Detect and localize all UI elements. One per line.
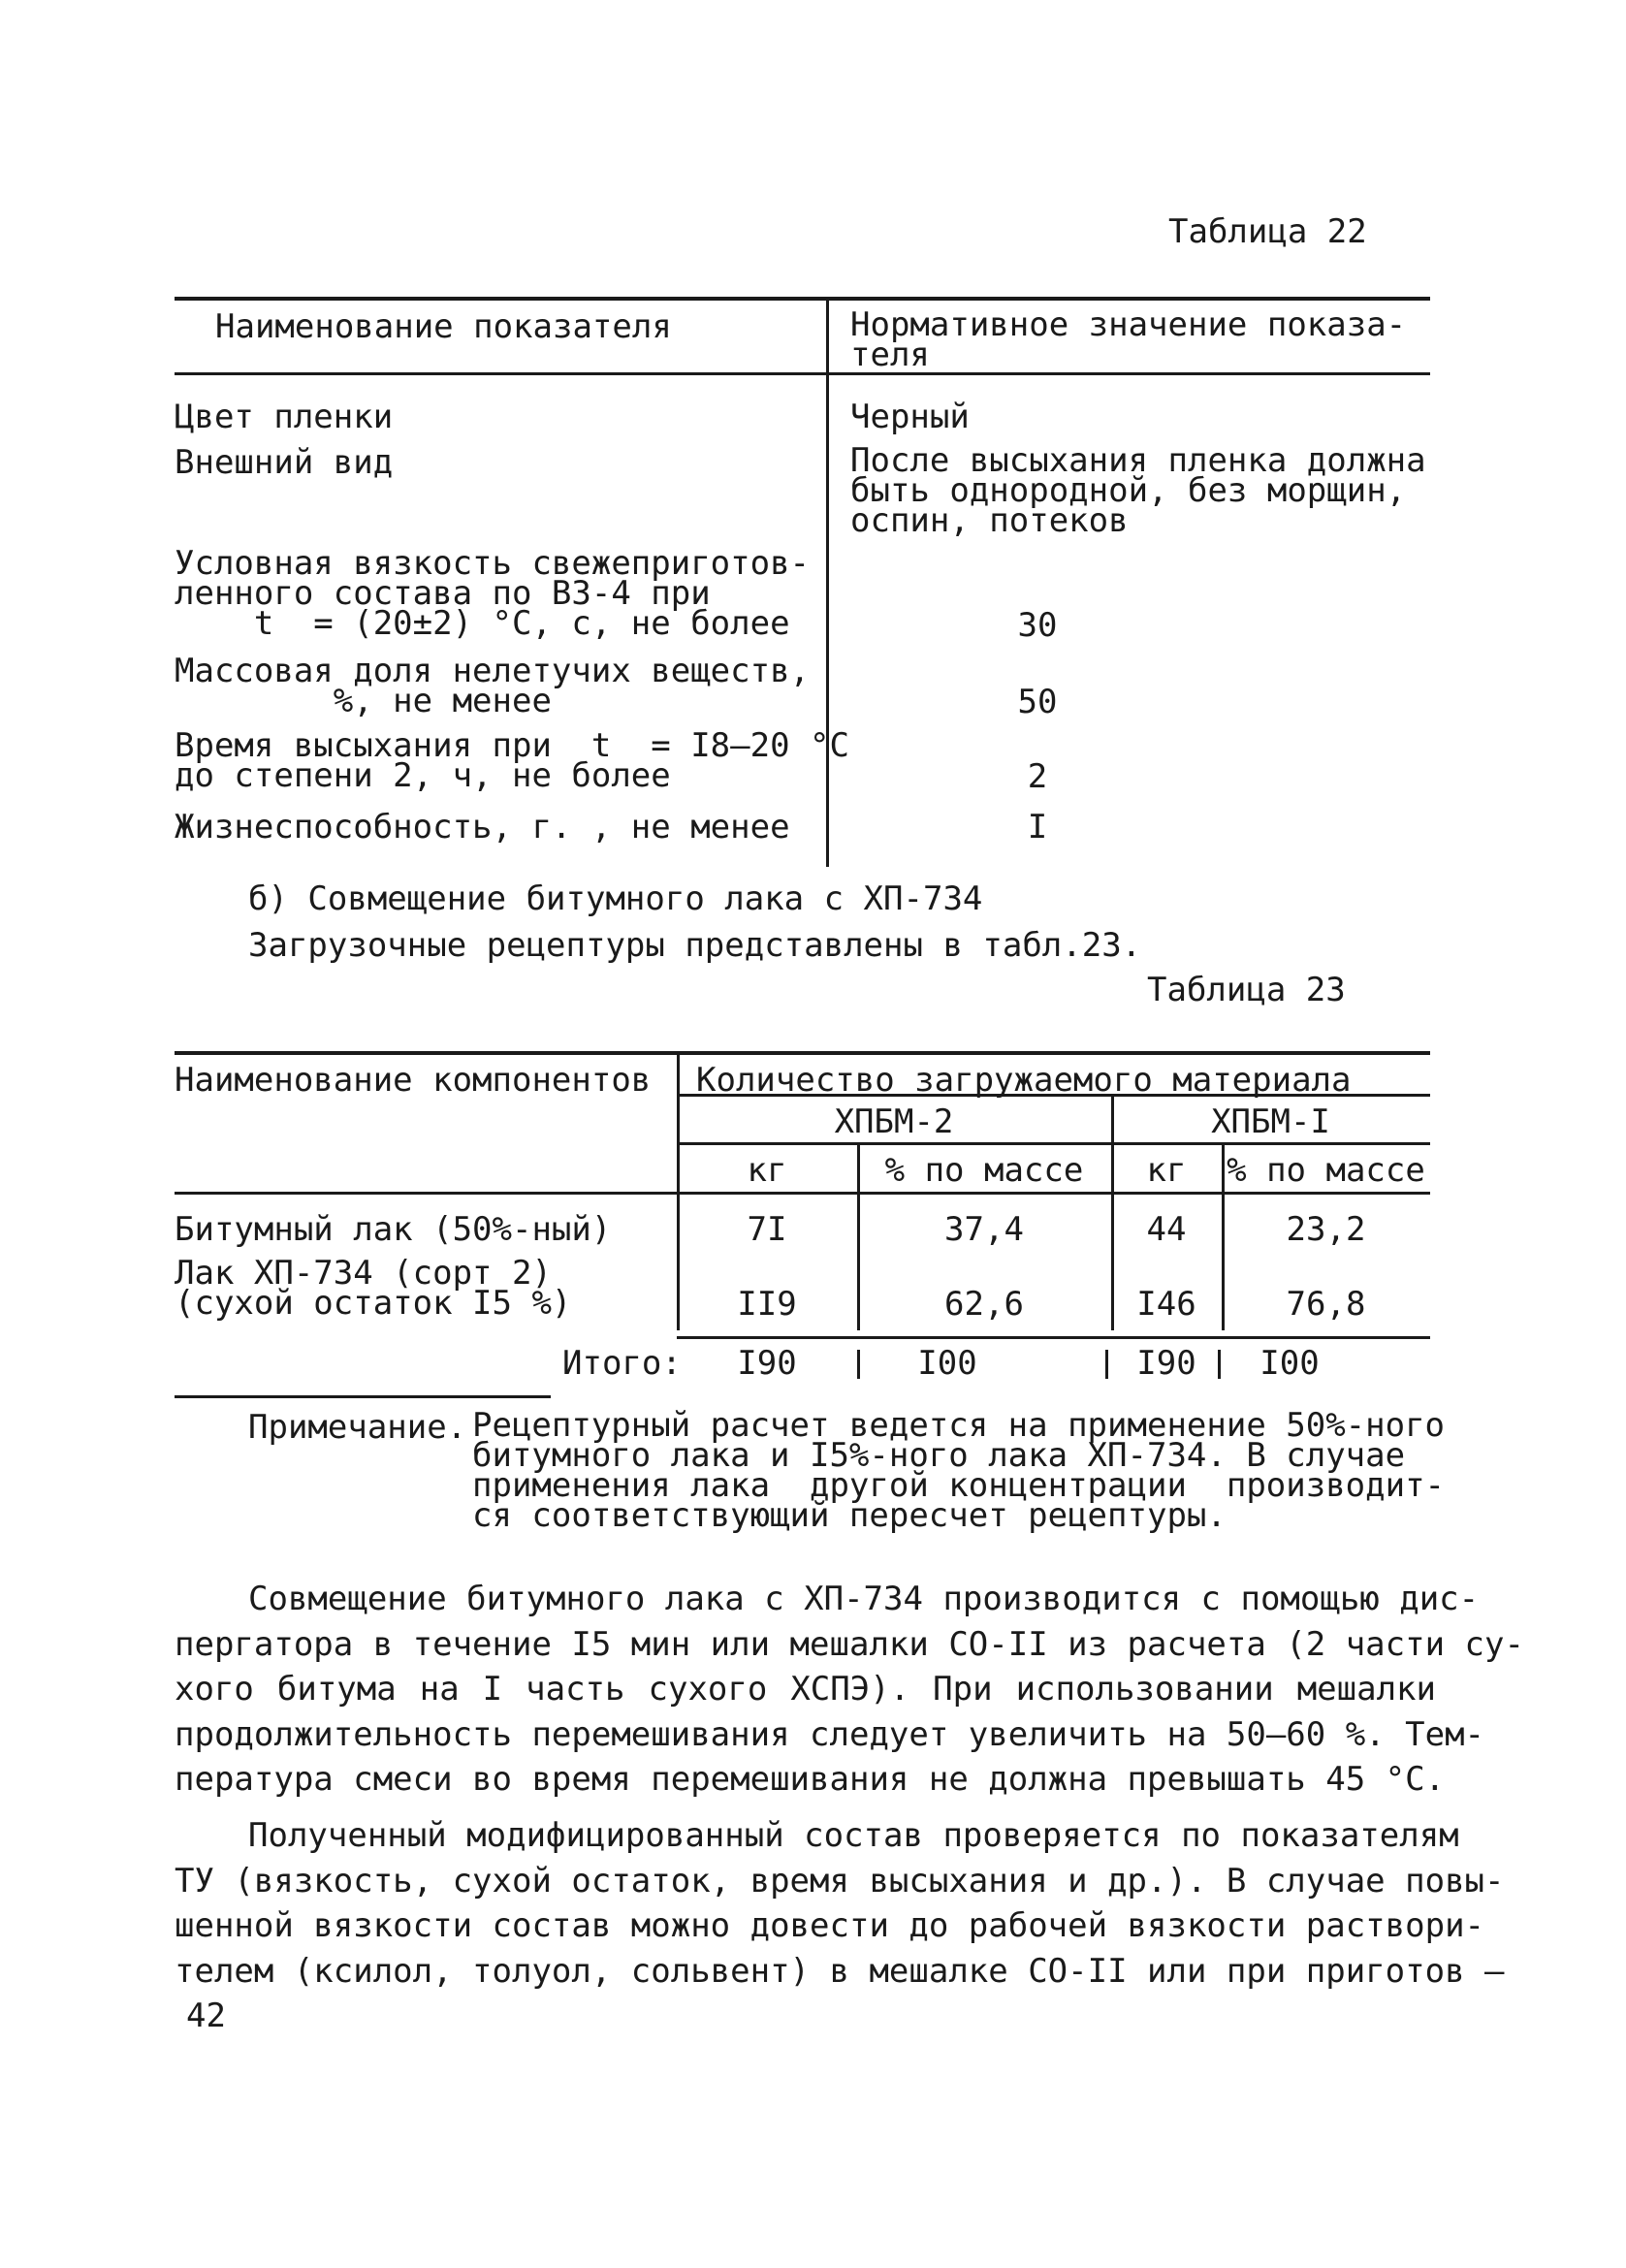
table23-cell: 37,4	[944, 1210, 1024, 1249]
table22-caption: Таблица 22	[1168, 212, 1367, 251]
table23-total-label: Итого:	[562, 1344, 682, 1383]
table23-cell: 7I	[747, 1210, 787, 1249]
table22-row-name: Цвет пленки	[175, 398, 394, 436]
body-line: Полученный модифицированный состав проверяется по показателям	[248, 1816, 1459, 1855]
table22-row-value: 50	[1017, 683, 1058, 721]
table23-total-divider	[1218, 1350, 1221, 1379]
table23-total-divider	[1105, 1350, 1108, 1379]
table22-row-name: Условная вязкость свежеприготов- ленного состава по ВЗ-4 при t = (20±2) °С, с, не более	[175, 544, 811, 643]
body-line: продолжительность перемешивания следует увеличить на 50–60 %. Тем-	[175, 1714, 1485, 1754]
table23-caption: Таблица 23	[1147, 971, 1346, 1009]
table23-total-cell: I00	[917, 1344, 977, 1383]
body-line: Совмещение битумного лака с ХП-734 производится с помощью дис-	[248, 1580, 1480, 1618]
table22-row-name: Жизнеспособность, г. , не менее	[175, 808, 790, 847]
table23-subheader: кг	[1146, 1151, 1187, 1190]
table23-cell: II9	[737, 1285, 797, 1324]
table23-cell: 76,8	[1286, 1285, 1366, 1324]
table22-header-rule	[175, 372, 1430, 375]
table23-cell: 62,6	[944, 1285, 1024, 1324]
table23-header-component: Наименование компонентов	[175, 1061, 652, 1100]
body-line: шенной вязкости состав можно довести до рабочей вязкости раствори-	[175, 1906, 1485, 1945]
table22-row-value: Черный	[850, 398, 970, 436]
note-label: Примечание.	[248, 1408, 467, 1447]
table23-header-rule	[175, 1192, 1430, 1195]
table23-quantity-rule	[677, 1094, 1430, 1097]
table22-header-value: Нормативное значение показа- теля	[850, 305, 1407, 374]
table22-row-name: Время высыхания при t = I8–20 °С до степени 2, ч, не более	[175, 726, 849, 795]
table23-row-name: Лак ХП-734 (сорт 2) (сухой остаток I5 %)	[175, 1254, 572, 1323]
body-line: ТУ (вязкость, сухой остаток, время высыхания и др.). В случае повы-	[175, 1861, 1505, 1901]
table22-top-rule	[175, 297, 1430, 301]
table23-cell: I46	[1136, 1285, 1196, 1324]
table23-total-cell: I90	[737, 1344, 797, 1383]
table23-cell: 23,2	[1286, 1210, 1366, 1249]
section-b-heading: б) Совмещение битумного лака с ХП-734	[248, 879, 983, 918]
note-text: Рецептурный расчет ведется на применение 50%-ного битумного лака и I5%-ного лака ХП-734. В случае применения лака другой концентрации производит- ся соответствующий пересчет рецептуры.	[472, 1406, 1446, 1535]
table22-row-value: 2	[1027, 757, 1048, 796]
body-line: пергатора в течение I5 мин или мешалки СО-II из расчета (2 части су-	[175, 1624, 1524, 1664]
table22-row-name: Внешний вид	[175, 443, 394, 482]
table22-row-value: После высыхания пленка должна быть однородной, без морщин, оспин, потеков	[850, 441, 1426, 540]
table22-row-value: I	[1027, 808, 1048, 847]
table23-top-rule	[175, 1051, 1430, 1055]
table22-header-name: Наименование показателя	[215, 307, 672, 346]
table23-subheader: кг	[747, 1151, 787, 1190]
table23-subheader: % по массе	[884, 1151, 1084, 1190]
table23-header-quantity: Количество загружаемого материала	[696, 1061, 1352, 1100]
body-paragraph	[175, 1577, 1524, 1803]
body-paragraph	[175, 1813, 1505, 1994]
body-line: телем (ксилол, толуол, сольвент) в мешалке СО-II или при приготов –	[175, 1951, 1505, 1991]
table23-total-cell: I90	[1136, 1344, 1196, 1383]
section-b-reference: Загрузочные рецептуры представлены в табл.23.	[248, 926, 1142, 965]
table22-row-name: Массовая доля нелетучих веществ, %, не менее	[175, 652, 811, 720]
table23-total-rule	[677, 1336, 1430, 1339]
table23-bottom-rule	[175, 1395, 551, 1398]
table23-group-header: ХПБМ-I	[1211, 1102, 1330, 1141]
table23-cell: 44	[1146, 1210, 1187, 1249]
table23-total-cell: I00	[1259, 1344, 1320, 1383]
table23-group-rule	[677, 1142, 1430, 1145]
body-line: хого битума на I часть сухого ХСПЭ). При использовании мешалки	[175, 1670, 1436, 1709]
table23-subheader: % по массе	[1227, 1151, 1425, 1190]
table23-row-name: Битумный лак (50%-ный)	[175, 1210, 612, 1249]
table22-row-value: 30	[1017, 606, 1058, 645]
table23-group-header: ХПБМ-2	[834, 1102, 954, 1141]
body-line: пература смеси во время перемешивания не должна превышать 45 °С.	[175, 1760, 1446, 1799]
page-number: 42	[186, 1996, 226, 2035]
